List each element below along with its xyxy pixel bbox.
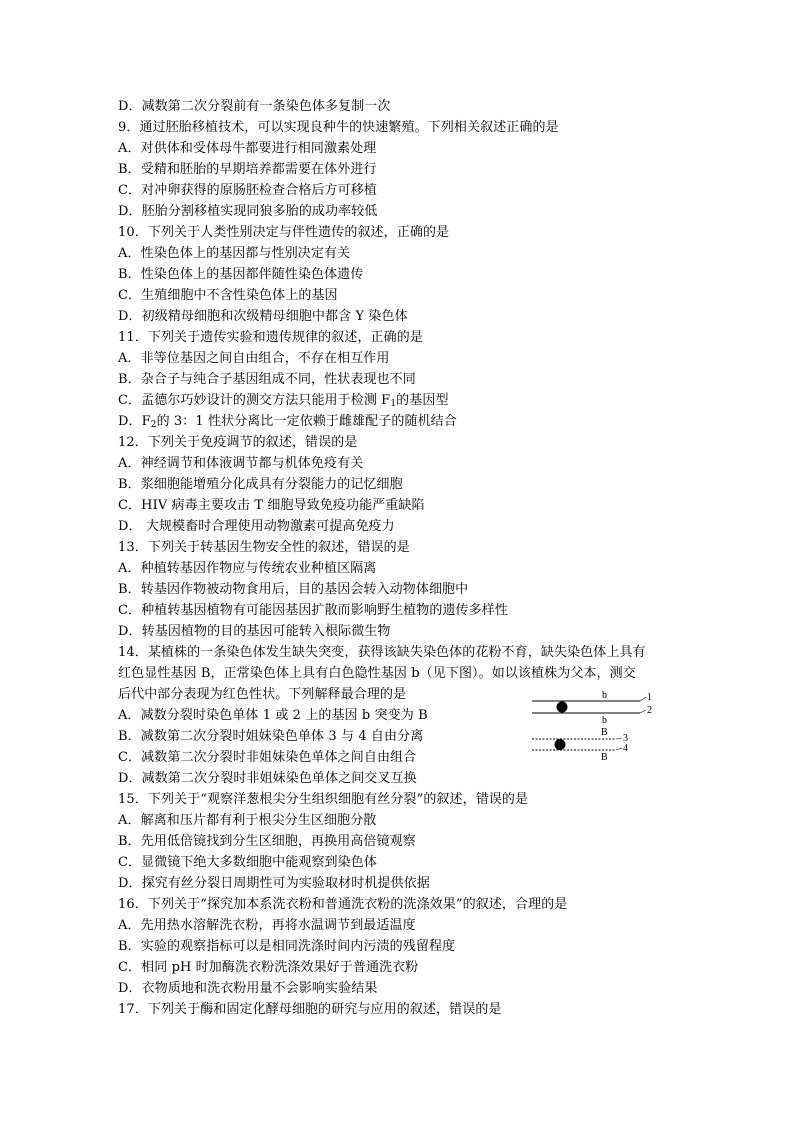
option-14b: B．减数第二次分裂时姐妹染色单体 3 与 4 自由分离 [118,729,424,744]
option-14d: D．减数第二次分裂时非姐妹染色单体之间交叉互换 [118,771,417,786]
chromatid-label-1: 1 [647,692,652,703]
option-8d: D．减数第二次分裂前有一条染色体多复制一次 [118,99,391,114]
option-13a: A．种植转基因作物应与传统农业种植区隔离 [118,561,377,576]
option-10a: A．性染色体上的基因都与性别决定有关 [118,246,351,261]
gene-label-b-mid: b [602,715,607,726]
question-14-line3: 后代中部分表现为红色性状。下列解释最合理的是 [118,687,407,702]
question-14-line1: 14．某植株的一条染色体发生缺失突变，获得该缺失染色体的花粉不育，缺失染色体上具有 [118,645,646,660]
question-9: 9．通过胚胎移植技术，可以实现良种牛的快速繁殖。下列相关叙述正确的是 [118,120,559,135]
option-10b: B．性染色体上的基因都伴随性染色体遗传 [118,267,364,282]
option-11d: D．$F_2$的 3：1 性状分离比一定依赖于雌雄配子的随机结合 [118,414,457,430]
question-10: 10．下列关于人类性别决定与伴性遗传的叙述，正确的是 [118,225,450,240]
option-12c: C．HIV 病毒主要攻击 T 细胞导致免疫功能严重缺陷 [118,498,425,513]
question-12: 12．下列关于免疫调节的叙述，错误的是 [118,435,358,450]
centromere-lower [555,739,566,750]
chromatid-label-4: 4 [623,743,628,754]
gene-label-b-top: b [602,690,607,701]
option-14a: A．减数分裂时染色单体 1 或 2 上的基因 b 突变为 B [118,708,428,723]
option-15b: B．先用低倍镜找到分生区细胞，再换用高倍镜观察 [118,834,416,849]
option-10d: D．初级精母细胞和次级精母细胞中都含 Y 染色体 [118,309,408,324]
option-9c: C．对冲卵获得的原肠胚检查合格后方可移植 [118,183,377,198]
option-11c: C．孟德尔巧妙设计的测交方法只能用于检测 $F_1$的基因型 [118,393,449,409]
option-16c: C．相同 pH 时加酶洗衣粉洗涤效果好于普通洗衣粉 [118,960,419,975]
option-11a: A．非等位基因之间自由组合，不存在相互作用 [118,351,390,366]
centromere-upper [557,702,568,713]
option-13d: D．转基因植物的目的基因可能转入根际微生物 [118,624,391,639]
option-9a: A．对供体和受体母牛都要进行相同激素处理 [118,141,377,156]
option-9b: B．受精和胚胎的早期培养都需要在体外进行 [118,162,377,177]
chromosome-diagram [528,690,658,765]
question-14-line2: 红色显性基因 B，正常染色体上具有白色隐性基因 b（见下图）。如以该植株为父本，测交 [118,666,636,681]
question-11: 11．下列关于遗传实验和遗传规律的叙述，正确的是 [118,330,423,345]
option-12b: B．浆细胞能增殖分化成具有分裂能力的记忆细胞 [118,477,403,492]
chromatid-label-2: 2 [647,705,652,716]
question-17: 17．下列关于酶和固定化酵母细胞的研究与应用的叙述，错误的是 [118,1002,502,1017]
option-12a: A．神经调节和体液调节都与机体免疫有关 [118,456,364,471]
question-16: 16．下列关于“探究加本系洗衣粉和普通洗衣粉的洗涤效果”的叙述，合理的是 [118,897,568,912]
option-16a: A．先用热水溶解洗衣粉，再将水温调节到最适温度 [118,918,416,933]
option-11b: B．杂合子与纯合子基因组成不同，性状表现也不同 [118,372,416,387]
gene-label-B-upper: B [601,727,608,738]
question-15: 15．下列关于“观察洋葱根尖分生组织细胞有丝分裂”的叙述，错误的是 [118,792,529,807]
option-12d: D． 大规模畜时合理使用动物激素可提高免疫力 [118,519,395,534]
question-13: 13．下列关于转基因生物安全性的叙述，错误的是 [118,540,410,555]
option-16b: B．实验的观察指标可以是相同洗涤时间内污渍的残留程度 [118,939,456,954]
chromatid-label-3: 3 [623,733,628,744]
option-16d: D．衣物质地和洗衣粉用量不会影响实验结果 [118,981,378,996]
gene-label-B-bottom: B [601,752,608,763]
option-15a: A．解离和压片都有利于根尖分生区细胞分散 [118,813,377,828]
option-13c: C．种植转基因植物有可能因基因扩散而影响野生植物的遗传多样性 [118,603,508,618]
option-15d: D．探究有丝分裂日周期性可为实验取材时机提供依据 [118,876,430,891]
option-15c: C．显微镜下绝大多数细胞中能观察到染色体 [118,855,377,870]
option-9d: D．胚胎分割移植实现同狼多胎的成功率较低 [118,204,378,219]
option-10c: C．生殖细胞中不含性染色体上的基因 [118,288,338,303]
option-13b: B．转基因作物被动物食用后，目的基因会转入动物体细胞中 [118,582,469,597]
option-14c: C．减数第二次分裂时非姐妹染色单体之间自由组合 [118,750,417,765]
